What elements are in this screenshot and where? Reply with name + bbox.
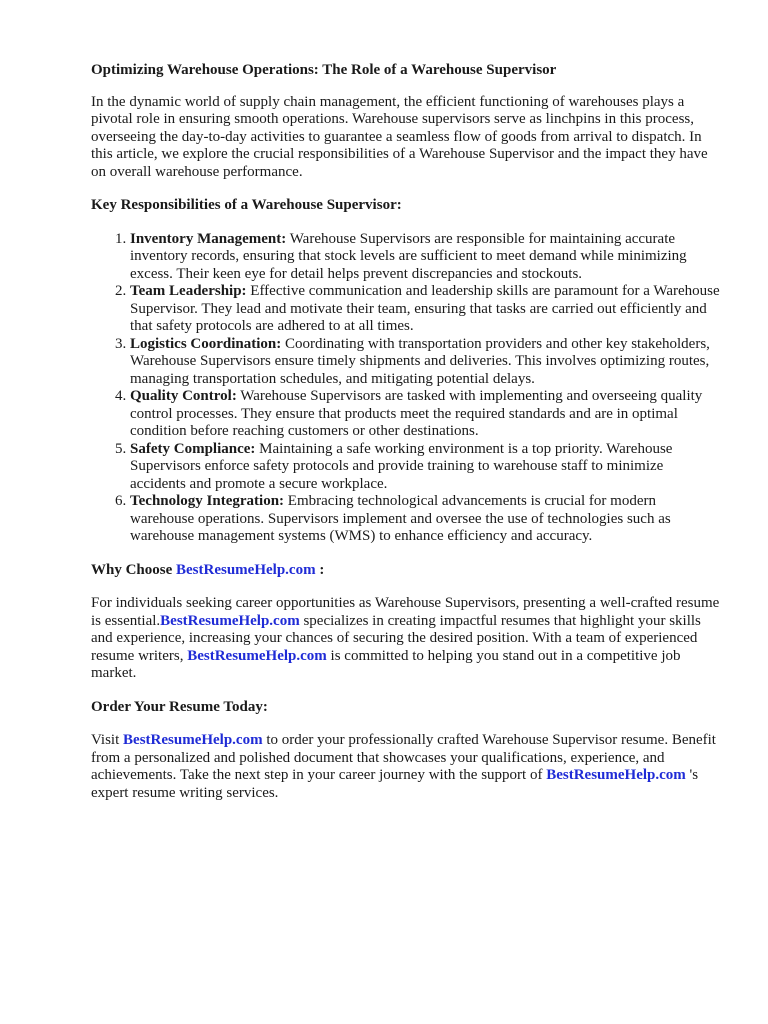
list-item-label: Safety Compliance:	[130, 440, 256, 457]
list-item-label: Technology Integration:	[130, 493, 285, 509]
list-item-label: Team Leadership:	[130, 283, 247, 299]
document-title: Optimizing Warehouse Operations: The Role of a Warehouse Supervisor	[91, 62, 557, 78]
why-heading-suffix: :	[315, 561, 325, 578]
list-item	[130, 493, 721, 546]
order-link-2[interactable]: BestResumeHelp.com	[546, 767, 686, 783]
order-paragraph	[91, 732, 721, 802]
order-text-2: to order your professionally crafted Warehouse Supervisor resume. Benefit from a personalized and polished document that showcases your qualifications, experience, and achievements. Take the next step in your career journey with the support of	[91, 732, 716, 783]
responsibilities-heading: Key Responsibilities of a Warehouse Supervisor:	[91, 197, 402, 213]
list-item	[130, 336, 721, 389]
order-heading: Order Your Resume Today:	[91, 698, 268, 715]
list-item-label: Quality Control:	[130, 388, 237, 404]
why-text-2: specializes in creating impactful resumes that highlight your skills and experience, increasing your chances of securing the desired position. With a team of experienced resume writers,	[91, 612, 701, 664]
order-link-1[interactable]: BestResumeHelp.com	[123, 732, 263, 748]
why-heading-prefix: Why Choose	[91, 561, 177, 578]
list-item-text: Embracing technological advancements is crucial for modern warehouse operations. Supervisors implement and oversee the use of technologies such as warehouse management systems (WMS) to enhance efficiency and accuracy.	[130, 493, 671, 544]
responsibilities-list	[91, 231, 721, 546]
intro-paragraph: In the dynamic world of supply chain management, the efficient functioning of warehouses plays a pivotal role in ensuring smooth operations. Warehouse supervisors serve as linchpins in this process, overseeing the day-to-day activities to guarantee a seamless flow of goods from arrival to dispatch. In this article, we explore the crucial responsibilities of a Warehouse Supervisor and the impact they have on overall warehouse performance.	[91, 93, 708, 180]
why-link-2[interactable]: BestResumeHelp.com	[187, 647, 327, 664]
why-heading-link[interactable]: BestResumeHelp.com	[176, 561, 316, 578]
list-item	[130, 441, 721, 494]
list-item	[130, 388, 721, 441]
document-page	[91, 62, 721, 802]
list-item-text: Coordinating with transportation providers and other key stakeholders, Warehouse Supervisors ensure timely shipments and deliveries. This involves optimizing routes, managing transportation schedules, and mitigating potential delays.	[130, 335, 710, 387]
why-text-1: For individuals seeking career opportunities as Warehouse Supervisors, presenting a well-crafted resume is essential.	[91, 595, 720, 629]
order-text-1: Visit	[91, 732, 124, 748]
order-text-3: 's expert resume writing services.	[91, 767, 699, 801]
list-item-text: Maintaining a safe working environment is a top priority. Warehouse Supervisors enforce safety protocols and provide training to warehouse staff to minimize accidents and promote a secure workplace.	[130, 440, 673, 492]
list-item-label: Logistics Coordination:	[130, 335, 282, 352]
list-item-text: Warehouse Supervisors are responsible for maintaining accurate inventory records, ensuring that stock levels are sufficient to meet demand while minimizing excess. Their keen eye for detail helps prevent discrepancies and stockouts.	[130, 230, 687, 282]
list-item-label: Inventory Management:	[130, 230, 287, 247]
list-item	[130, 231, 721, 284]
list-item-text: Effective communication and leadership skills are paramount for a Warehouse Supervisor. They lead and motivate their team, ensuring that tasks are carried out efficiently and that safety protocols are adhered to at all times.	[130, 283, 720, 334]
why-link-1[interactable]: BestResumeHelp.com	[160, 612, 300, 629]
list-item-text: Warehouse Supervisors are tasked with implementing and overseeing quality control processes. They ensure that products meet the required standards and are in optimal condition before reaching customers or other destinations.	[130, 388, 703, 439]
why-choose-paragraph	[91, 595, 721, 683]
list-item	[130, 283, 721, 336]
why-choose-heading	[91, 562, 721, 580]
why-text-3: is committed to helping you stand out in a competitive job market.	[91, 647, 681, 681]
